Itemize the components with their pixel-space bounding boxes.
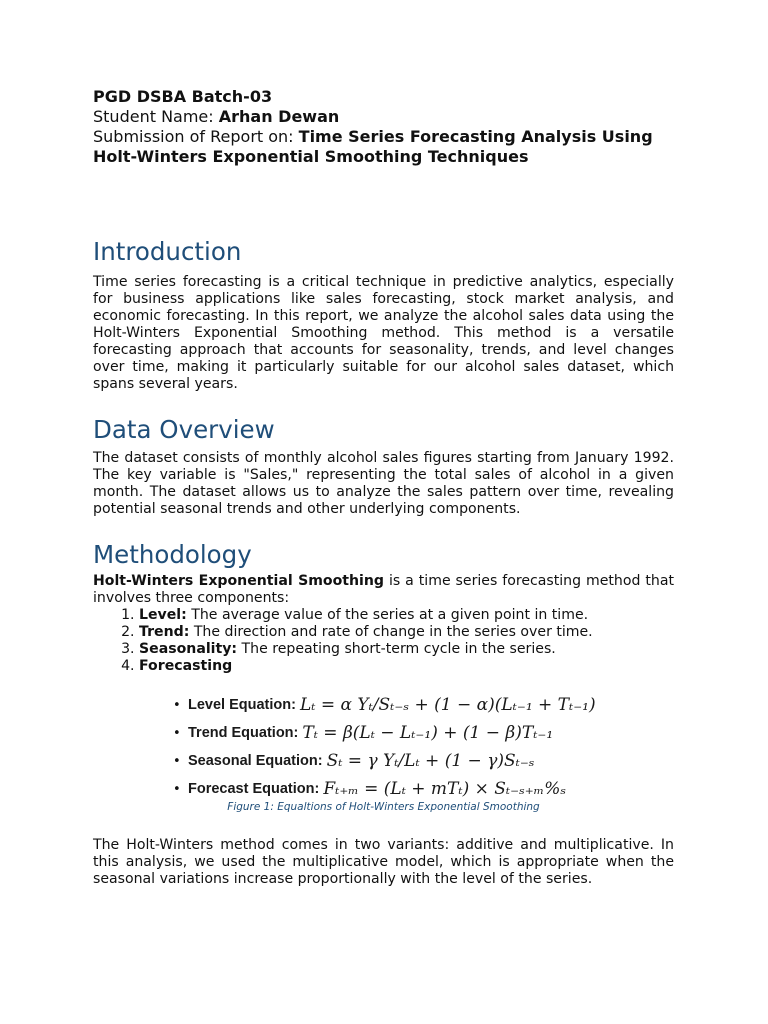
methodology-closing: The Holt-Winters method comes in two variants: additive and multiplicative. In this analysis, we used the multiplicative model, which is appropriate when the seasonal variations increase proportionally with the level of the series.	[93, 837, 674, 887]
component-desc: The direction and rate of change in the series over time.	[189, 624, 593, 640]
equation-formula: Lₜ = α Yₜ/Sₜ₋ₛ + (1 − α)(Lₜ₋₁ + Tₜ₋₁)	[299, 695, 596, 715]
student-label: Student Name:	[93, 107, 219, 126]
equation-label: Level Equation:	[188, 697, 296, 713]
component-list	[93, 607, 674, 675]
list-item	[139, 624, 674, 641]
component-term: Seasonality:	[139, 641, 238, 657]
methodology-intro-bold: Holt-Winters Exponential Smoothing	[93, 573, 385, 589]
student-name: Arhan Dewan	[218, 107, 340, 126]
introduction-heading: Introduction	[93, 237, 242, 266]
equation-label: Forecast Equation:	[188, 781, 320, 797]
bullet-icon: •	[173, 725, 181, 741]
seasonal-equation	[173, 747, 535, 775]
component-term: Level:	[139, 607, 187, 623]
figure-caption: Figure 1: Equaltions of Holt-Winters Exponential Smoothing	[227, 801, 540, 813]
student-line	[93, 107, 674, 127]
bullet-icon: •	[173, 753, 181, 769]
component-term: Forecasting	[139, 658, 233, 674]
methodology-intro	[93, 573, 674, 607]
methodology-heading: Methodology	[93, 540, 252, 569]
equation-formula: Tₜ = β(Lₜ − Lₜ₋₁) + (1 − β)Tₜ₋₁	[302, 723, 554, 743]
equations-figure	[93, 687, 674, 813]
report-header	[93, 87, 674, 167]
list-item	[139, 658, 674, 675]
equation-label: Trend Equation:	[188, 725, 299, 741]
methodology-intro-rest: is a time series forecasting method that involves three components:	[93, 573, 674, 606]
equation-formula: Sₜ = γ Yₜ/Lₜ + (1 − γ)Sₜ₋ₛ	[326, 751, 535, 771]
equation-formula: Fₜ₊ₘ = (Lₜ + mTₜ) × Sₜ₋ₛ₊ₘ%ₛ	[323, 779, 567, 799]
component-term: Trend:	[139, 624, 190, 640]
data-overview-heading: Data Overview	[93, 415, 275, 444]
trend-equation	[173, 719, 553, 747]
batch-line: PGD DSBA Batch-03	[93, 87, 273, 106]
forecast-equation	[173, 775, 566, 803]
level-equation	[173, 691, 596, 719]
report-title: Time Series Forecasting Analysis Using Holt-Winters Exponential Smoothing Techniques	[93, 127, 653, 166]
document-content	[93, 87, 674, 888]
equation-label: Seasonal Equation:	[188, 753, 323, 769]
bullet-icon: •	[173, 697, 181, 713]
component-desc: The average value of the series at a given point in time.	[186, 607, 589, 623]
submission-line	[93, 127, 674, 167]
introduction-body: Time series forecasting is a critical technique in predictive analytics, especially for business applications like sales forecasting, stock market analysis, and economic forecasting. In this report, we analyze the alcohol sales data using the Holt-Winters Exponential Smoothing method. This method is a versatile forecasting approach that accounts for seasonality, trends, and level changes over time, making it particularly suitable for our alcohol sales dataset, which spans several years.	[93, 274, 674, 392]
data-overview-body: The dataset consists of monthly alcohol sales figures starting from January 1992. The key variable is "Sales," representing the total sales of alcohol in a given month. The dataset allows us to analyze the sales pattern over time, revealing potential seasonal trends and other underlying components.	[93, 450, 674, 517]
submission-label: Submission of Report on:	[93, 127, 299, 146]
bullet-icon: •	[173, 781, 181, 797]
component-desc: The repeating short-term cycle in the series.	[237, 641, 556, 657]
list-item	[139, 607, 674, 624]
list-item	[139, 641, 674, 658]
